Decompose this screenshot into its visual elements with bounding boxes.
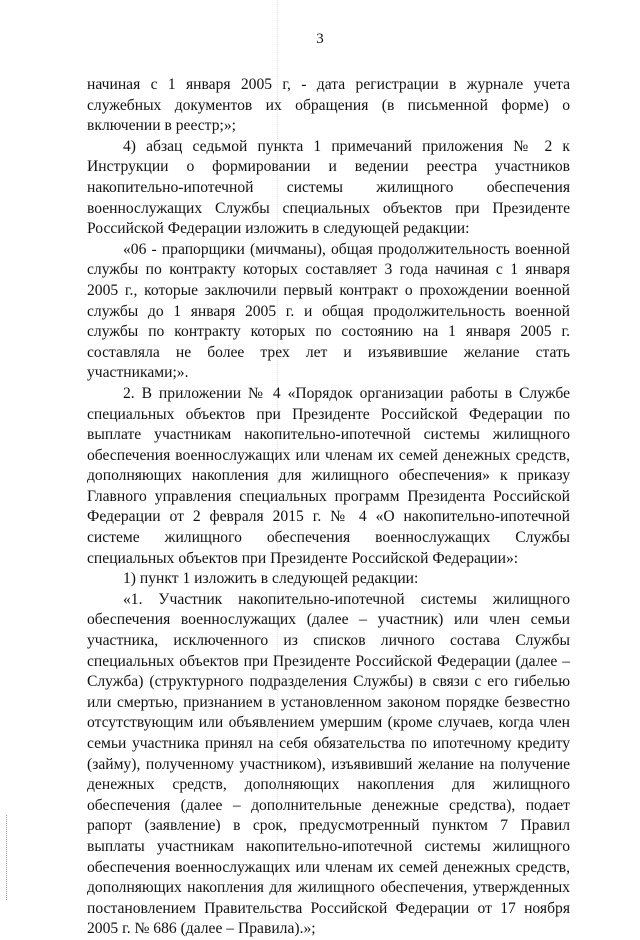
paragraph-section-2: 2. В приложении № 4 «Порядок организации работы в Службе специальных объектов при Президенте Российской Федерации по выплате участникам накопительно-ипотечной системы жилищного обеспечения военнослужащих или членам их семей денежных средств, дополняющих накопления для жилищного обеспечения» к приказу Главного управления специальных программ Президента Российской Федерации от 2 февраля 2015 г. № 4 «О накопительно-ипотечной системе жилищного обеспечения военнослужащих Службы специальных объектов при Президенте Российской Федерации»: [87,384,570,567]
paragraph-subitem-1: 1) пункт 1 изложить в следующей редакции: [123,570,419,588]
paragraph-quote-06: «06 - прапорщики (мичманы), общая продолжительность военной службы по контракту которых составляет 3 года начиная с 1 января 2005 г., которые заключили первый контракт о прохождении военной службы до 1 января 2005 г. и общая продолжительность военной службы по контракту которых по состоянию на 1 января 2005 г. составляла не более трех лет и изъявившие желание стать участниками;». [87,240,570,382]
paragraph-continuation: начиная с 1 января 2005 г, - дата регистрации в журнале учета служебных документов их обращения (в письменной форме) о включении в реестр;»; [87,76,570,135]
scan-margin-mark [6,815,8,900]
paragraph-item-4: 4) абзац седьмой пункта 1 примечаний приложения № 2 к Инструкции о формировании и ведении реестра участников накопительно-ипотечной системы жилищного обеспечения военнослужащих Службы специальных объектов при Президенте Российской Федерации изложить в следующей редакции: [87,137,570,238]
document-body [87,75,570,940]
page-number: 3 [316,31,324,47]
paragraph-quote-1: «1. Участник накопительно-ипотечной системы жилищного обеспечения военнослужащих (далее – участник) или член семьи участника, исключенного из списков личного состава Службы специальных объектов при Президенте Российской Федерации (далее – Служба) (структурного подразделения Службы) в связи с его гибелью или смертью, признанием в установленном законом порядке безвестно отсутствующим или объявлением умершим (кроме случаев, когда член семьи участника принял на себя обязательства по ипотечному кредиту (займу), полученному участником), изъявивший желание на получение денежных средств, дополняющих накопления для жилищного обеспечения (далее – дополнительные денежные средства), подает рапорт (заявление) в срок, предусмотренный пунктом 7 Правил выплаты участникам накопительно-ипотечной системы жилищного обеспечения военнослужащих или членам их семей денежных средств, дополняющих накопления для жилищного обеспечения, утвержденных постановлением Правительства Российской Федерации от 17 ноября 2005 г. № 686 (далее – Правила).»; [87,590,570,938]
